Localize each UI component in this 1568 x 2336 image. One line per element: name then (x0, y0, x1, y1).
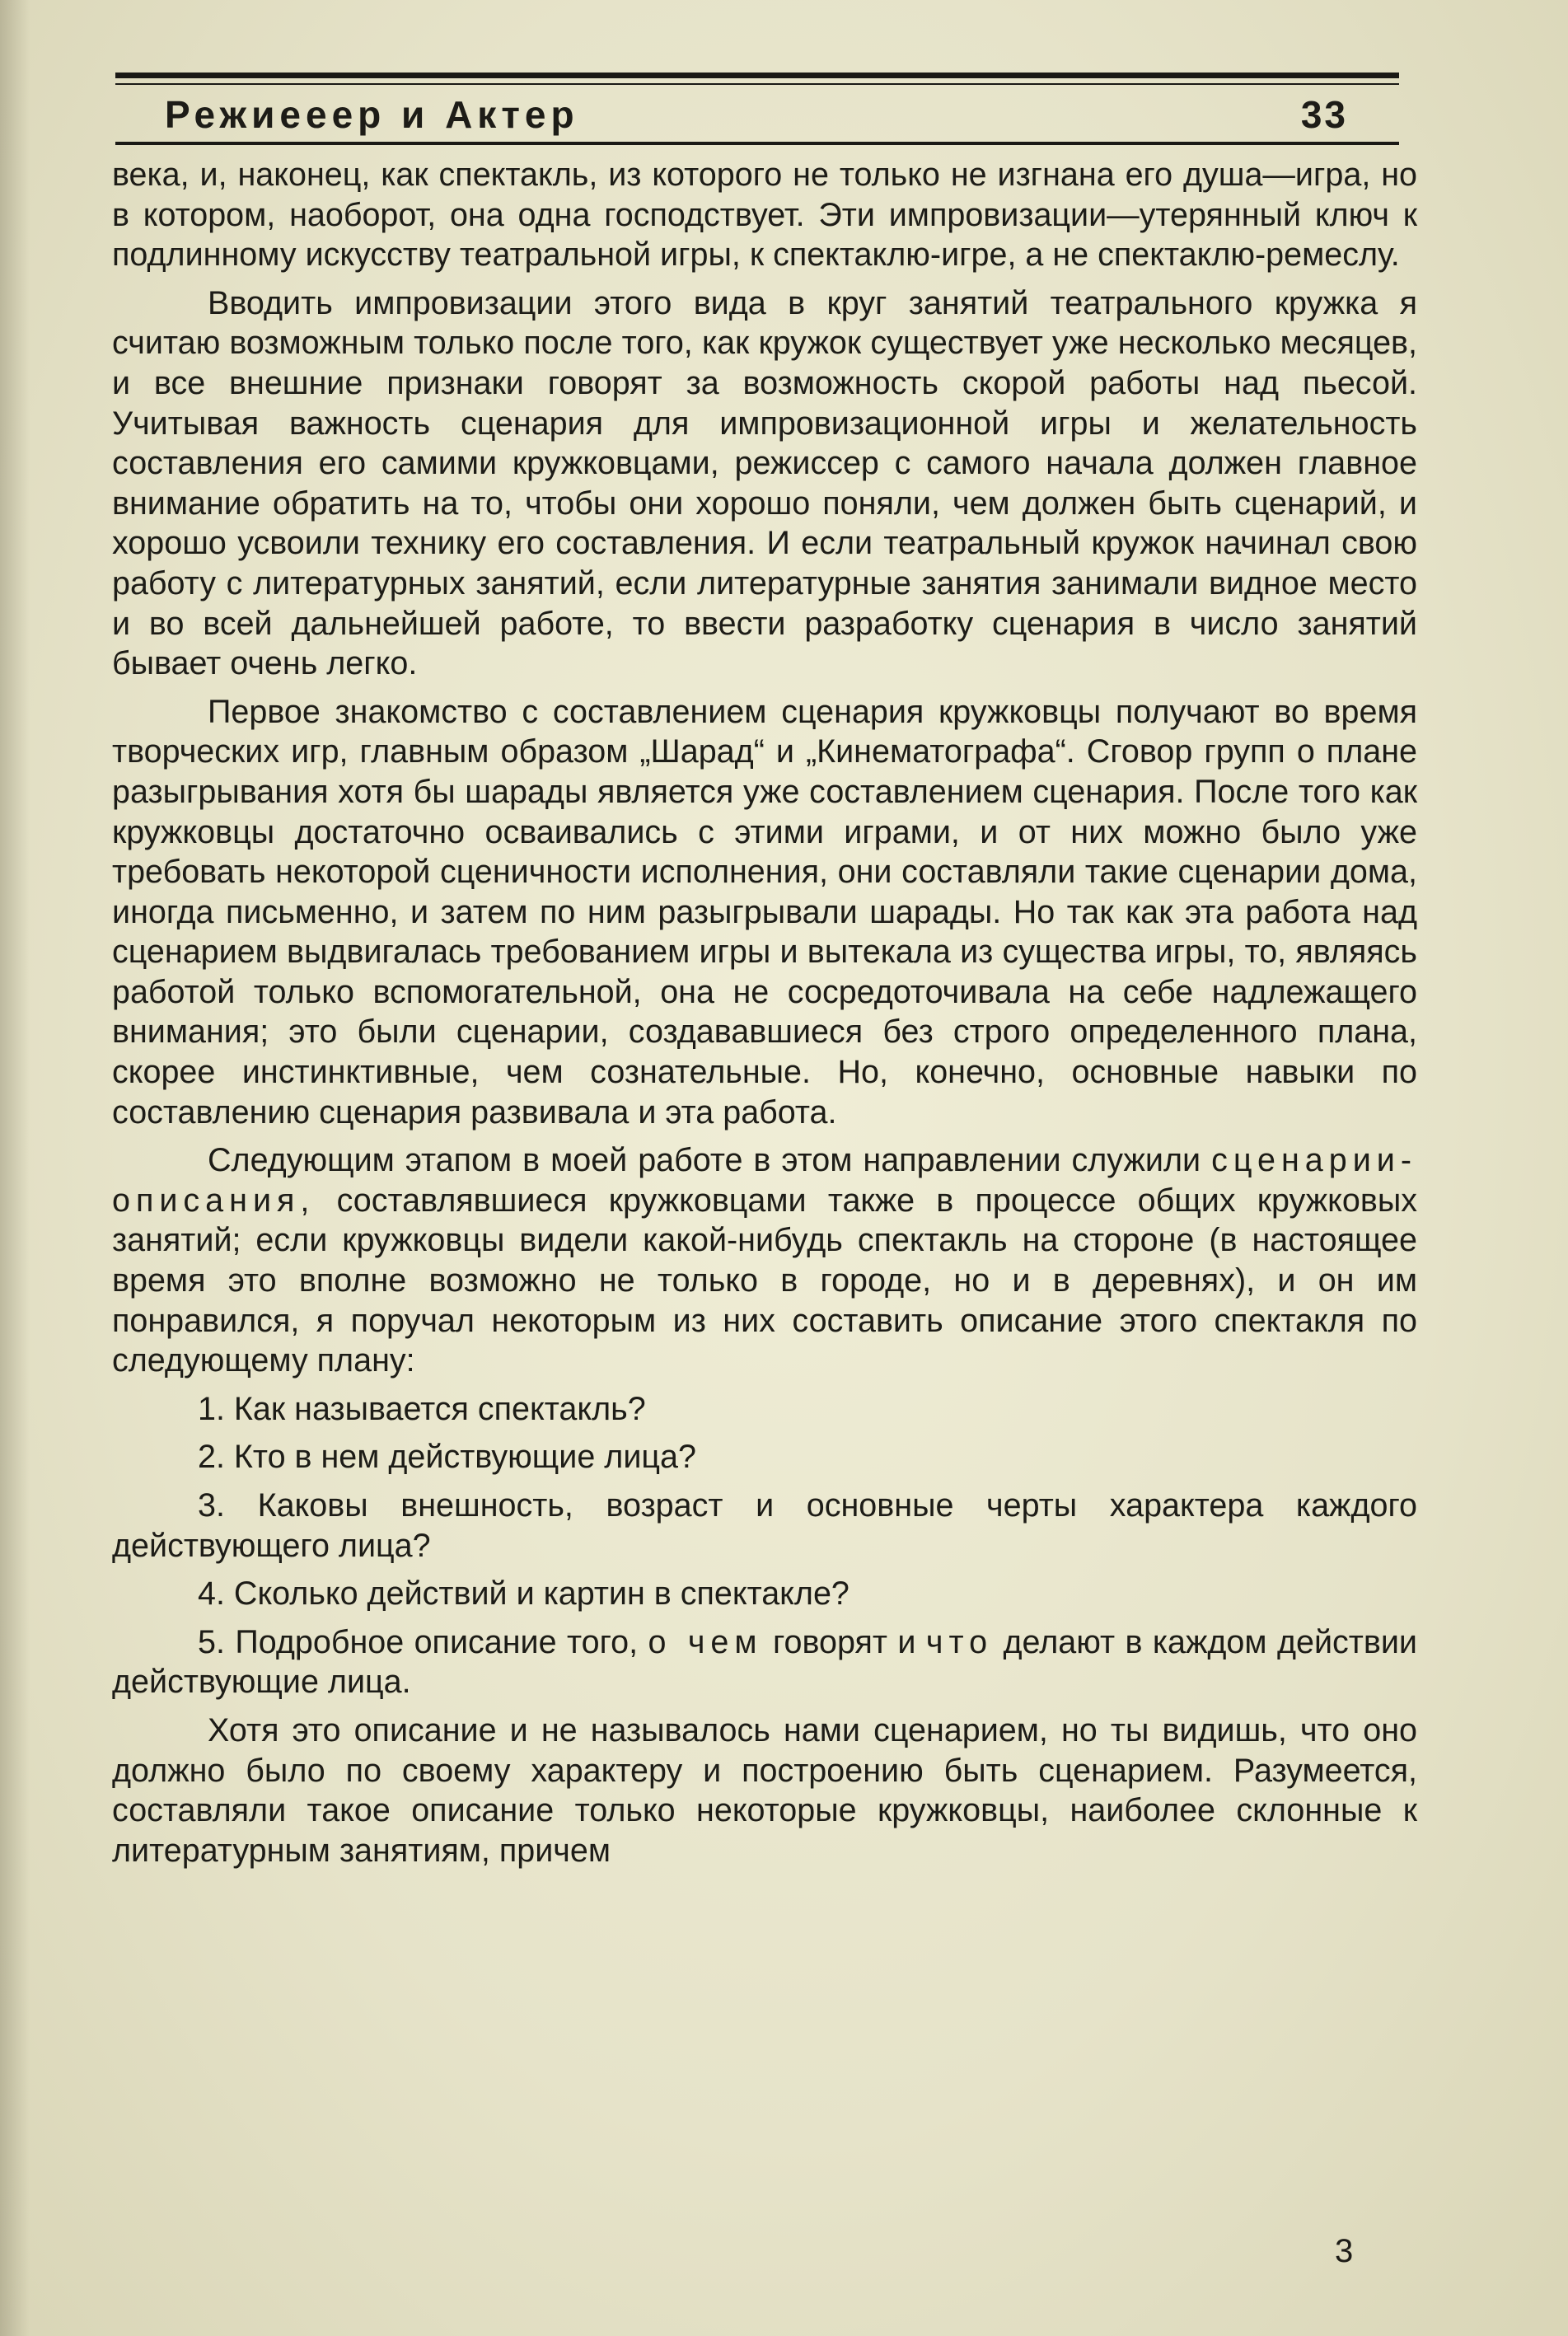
paragraph-4-start: Следующим этапом в моей работе в этом направлении служили (208, 1142, 1201, 1179)
paragraph-5: Хотя это описание и не называлось нами сценарием, но ты видишь, что оно должно было по своему характеру и построению быть сценарием. Разумеется, составляли такое описание только некоторые кружковцы, наиболее склонные к литературным занятиям, причем (112, 1711, 1417, 1869)
term-scenarii-opisaniya: сценарии-описания, (112, 1142, 1417, 1219)
list-item-5 (112, 1622, 1417, 1702)
list-item-4: 4. Сколько действий и картин в спектакле? (198, 1575, 850, 1613)
signature-mark: 3 (1335, 2233, 1354, 2269)
running-title: Режиееер и Актер (165, 93, 579, 136)
emphasis-chto: что (925, 1623, 994, 1660)
page-number: 33 (1300, 93, 1348, 136)
page-gutter-shadow (0, 0, 30, 2336)
paragraph-3: Первое знакомство с составлением сценария кружковцы получают во время творческих игр, главным образом „Шарад“ и „Кинематографа“. Сговор групп о плане разыгрывания хотя бы шарады является уже составлением сценария. После того как кружковцы достаточно осваивались с этими играми, и от них можно было уже требовать некоторой сценичности исполнения, они составляли такие сценарии дома, иногда письменно, и затем по ним разыгрывали шарады. Но так как эта работа над сценарием выдвигалась требованием игры и вытекала из существа игры, то, являясь работой только вспомогательной, она не сосредоточивала на себе надлежащего внимания; это были сценарии, создававшиеся без строго определенного плана, скорее инстинктивные, чем сознательные. Но, конечно, основные навыки по составлению сценария развивала и эта работа. (112, 693, 1417, 1131)
list-item-3: 3. Каковы внешность, возраст и основные черты характера каждого действующего лица? (112, 1487, 1417, 1564)
paragraph-4-rest: составлявшиеся кружковцами также в процессе общих кружковых занятий; если кружковцы видели какой-нибудь спектакль на стороне (в настоящее время это вполне возможно не только в городе, но и в деревнях), и он им понравился, я поручал некоторым из них составить описание этого спектакля по следующему плану: (112, 1182, 1417, 1379)
list-item-2: 2. Кто в нем действующие лица? (198, 1439, 696, 1476)
header-rule-bottom (115, 142, 1399, 145)
header-rule-thin (115, 83, 1399, 85)
list-item-5-end: делают в каждом действии действующие лица. (112, 1623, 1417, 1701)
list-item-5-start: 5. Подробное описание того, (198, 1623, 639, 1660)
list-item-1: 1. Как называется спектакль? (198, 1390, 646, 1427)
list-item-5-mid: говорят и (772, 1623, 916, 1660)
paragraph-1: века, и, наконец, как спектакль, из которого не только не изгнана его душа—игра, но в котором, наоборот, она одна господствует. Эти импровизации—утерянный ключ к подлинному искусству театральной игры, к спектаклю-игре, а не спектаклю-ремеслу. (112, 157, 1417, 274)
paragraph-2: Вводить импровизации этого вида в круг занятий театрального кружка я считаю возможным только после того, как кружок существует уже несколько месяцев, и все внешние признаки говорят за возможность скорой работы над пьесой. Учитывая важность сценария для импровизационной игры и желательность составления его самими кружковцами, режиссер с самого начала должен главное внимание обратить на то, чтобы они хорошо поняли, чем должен быть сценарий, и хорошо усвоили технику его составления. И если театральный кружок начинал свою работу с литературных занятий, если литературные занятия занимали видное место и во всей дальнейшей работе, то ввести разработку сценария в число занятий бывает очень легко. (112, 284, 1417, 682)
body-text (112, 155, 1417, 1870)
paragraph-4 (112, 1140, 1417, 1381)
header-rule-thick (115, 73, 1399, 78)
emphasis-o-chem: о чем (648, 1623, 763, 1660)
running-header (124, 89, 1360, 140)
